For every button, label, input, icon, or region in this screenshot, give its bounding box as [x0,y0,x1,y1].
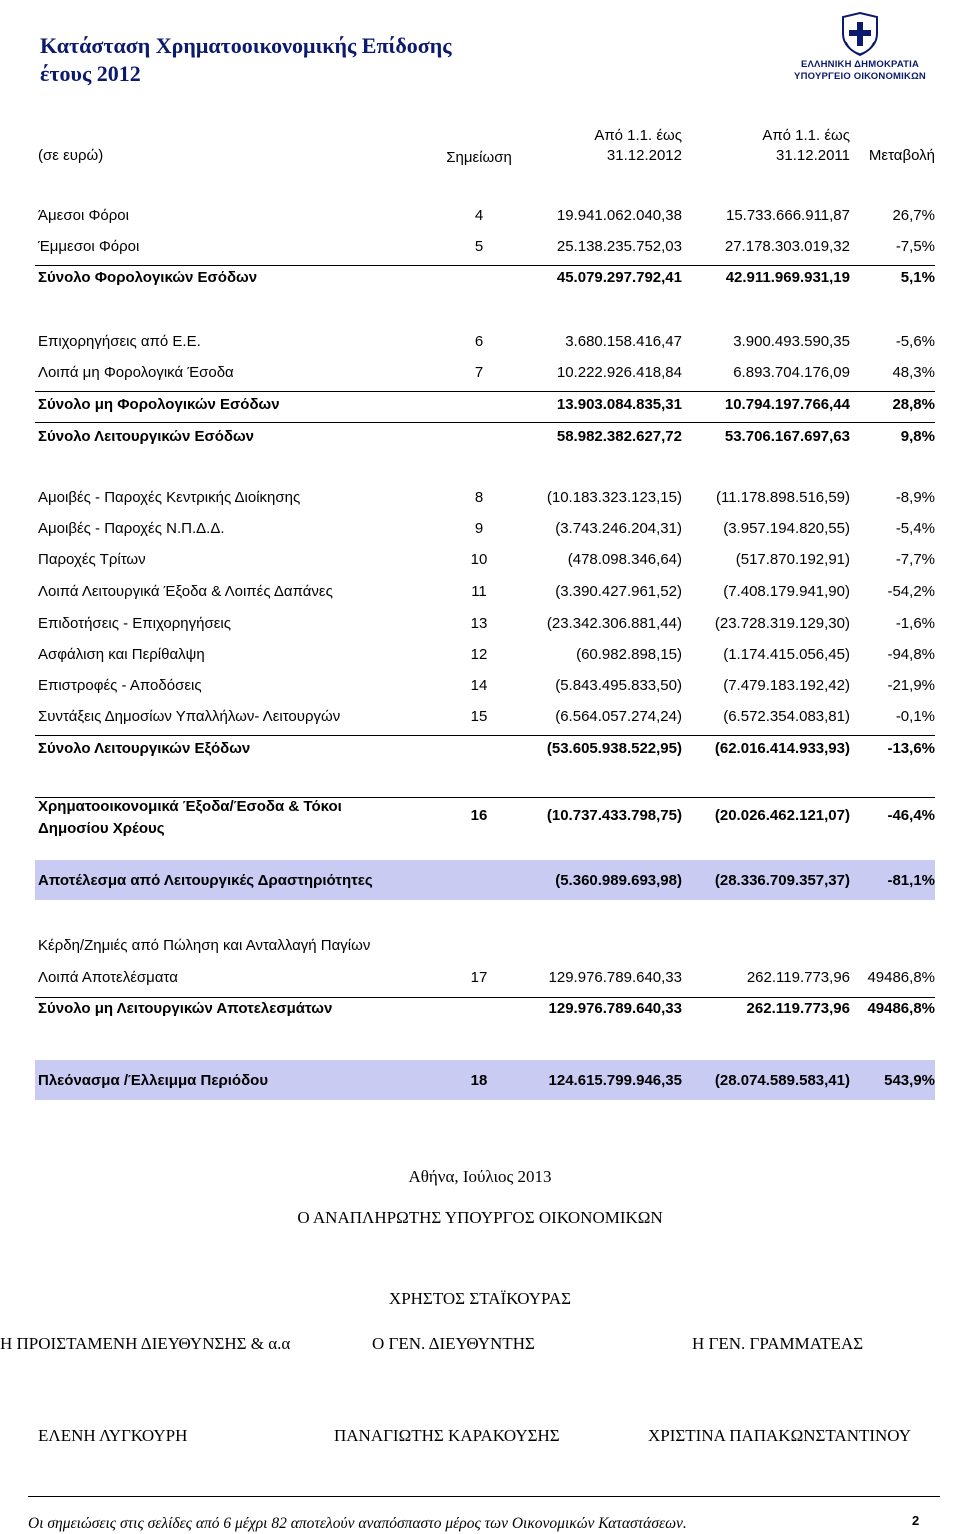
row-value-2011: (11.178.898.516,59) [716,489,850,506]
row-value-2011: (28.336.709.357,37) [714,872,850,889]
row-value-2011: 15.733.666.911,87 [725,207,850,224]
row-value-2011: 10.794.197.766,44 [724,396,850,413]
row-label: Έμμεσοι Φόροι [38,238,140,255]
page-title [40,32,452,88]
row-label: Αμοιβές - Παροχές Ν.Π.Δ.Δ. [38,520,225,537]
year-2011-header-line-1: Από 1.1. έως [762,127,850,144]
row-value-2012: (10.183.323.123,15) [546,489,682,506]
title-line-1: Κατάσταση Χρηματοοικονομικής Επίδοσης [40,33,452,58]
row-value-2011: (62.016.414.933,93) [714,740,850,757]
row-note: 4 [474,207,484,224]
signatory-role-3: Η ΓΕΝ. ΓΡΑΜΜΑΤΕΑΣ [692,1334,864,1353]
row-value-2012: (3.743.246.204,31) [555,520,682,537]
separator-line [35,422,935,423]
row-value-2011: 262.119.773,96 [746,969,850,986]
row-value-2012: (6.564.057.274,24) [555,708,682,725]
row-value-2011: 3.900.493.590,35 [733,333,850,350]
row-value-2011: 27.178.303.019,32 [724,238,850,255]
separator-line [35,997,935,998]
row-value-2011: 262.119.773,96 [746,1000,850,1017]
row-label: Σύνολο Λειτουργικών Εσόδων [38,428,255,445]
row-change: -7,5% [895,238,935,255]
row-value-2011: (28.074.589.583,41) [714,1072,850,1089]
row-label: Κέρδη/Ζημιές από Πώληση και Ανταλλαγή Παγίων [38,937,371,954]
row-change: 48,3% [892,364,935,381]
row-label: Σύνολο μη Λειτουργικών Αποτελεσμάτων [38,1000,333,1017]
row-label: Επιδοτήσεις - Επιχορηγήσεις [38,615,231,632]
place-date: Αθήνα, Ιούλιος 2013 [408,1167,552,1186]
row-value-2011: (23.728.319.129,30) [714,615,850,632]
logo-line-1: ΕΛΛΗΝΙΚΗ ΔΗΜΟΚΡΑΤΙΑ [800,59,920,70]
row-change: -46,4% [887,807,935,824]
row-value-2011: (3.957.194.820,55) [723,520,850,537]
page-number: 2 [912,1513,920,1528]
row-change: -5,4% [895,520,935,537]
row-value-2011: (20.026.462.121,07) [714,807,850,824]
row-value-2012: (478.098.346,64) [567,551,682,568]
row-change: 49486,8% [867,1000,935,1017]
row-value-2012: 10.222.926.418,84 [556,364,682,381]
row-value-2012: 129.976.789.640,33 [548,1000,682,1017]
row-value-2011: 6.893.704.176,09 [733,364,850,381]
row-value-2011: 42.911.969.931,19 [725,269,850,286]
row-note: 5 [474,238,484,255]
row-label: Επιστροφές - Αποδόσεις [38,677,202,694]
row-change: -54,2% [887,583,935,600]
row-change: -7,7% [895,551,935,568]
row-label: Παροχές Τρίτων [38,551,146,568]
row-value-2011: (6.572.354.083,81) [723,708,850,725]
row-value-2012: (60.982.898,15) [576,646,682,663]
separator-line [35,735,935,736]
row-value-2011: (1.174.415.056,45) [723,646,850,663]
row-label: Άμεσοι Φόροι [38,207,129,224]
row-change: -8,9% [895,489,935,506]
row-change: -5,6% [895,333,935,350]
year-2011-header-line-2: 31.12.2011 [776,147,850,164]
row-change: -81,1% [887,872,935,889]
row-label: Λοιπά μη Φορολογικά Έσοδα [38,364,234,381]
greek-coat-of-arms-icon [840,12,880,56]
row-label: Αποτέλεσμα από Λειτουργικές Δραστηριότητες [38,872,373,889]
row-label: Λοιπά Αποτελέσματα [38,969,178,986]
row-label-line-2: Δημοσίου Χρέους [38,820,165,837]
row-value-2012: 25.138.235.752,03 [556,238,682,255]
row-change: 543,9% [884,1072,935,1089]
row-value-2012: (10.737.433.798,75) [546,807,682,824]
year-2012-header-line-2: 31.12.2012 [606,147,682,164]
signatory-role-1: Η ΠΡΟΙΣΤΑΜΕΝΗ ΔΙΕΥΘΥΝΣΗΣ & α.α [0,1334,291,1353]
row-value-2012: (53.605.938.522,95) [546,740,682,757]
row-value-2012: 13.903.084.835,31 [556,396,682,413]
row-note: 11 [471,583,487,600]
row-label: Σύνολο Φορολογικών Εσόδων [38,269,258,286]
minister-title: Ο ΑΝΑΠΛΗΡΩΤΗΣ ΥΠΟΥΡΓΟΣ ΟΙΚΟΝΟΜΙΚΩΝ [297,1208,663,1227]
row-value-2012: (3.390.427.961,52) [555,583,682,600]
row-value-2011: (7.479.183.192,42) [723,677,850,694]
signatory-name-2: ΠΑΝΑΓΙΩΤΗΣ ΚΑΡΑΚΟΥΣΗΣ [334,1426,560,1445]
row-note: 9 [474,520,484,537]
row-note: 8 [474,489,484,506]
row-note: 15 [470,708,488,725]
row-value-2012: 19.941.062.040,38 [556,207,682,224]
row-note: 10 [470,551,488,568]
row-change: 49486,8% [867,969,935,986]
row-note: 14 [470,677,488,694]
change-header: Μεταβολή [868,147,935,164]
row-change: -21,9% [887,677,935,694]
row-change: 26,7% [892,207,935,224]
footer-note: Οι σημειώσεις στις σελίδες από 6 μέχρι 82 αποτελούν αναπόσπαστο μέρος των Οικονομικών Καταστάσεων. [28,1515,687,1532]
footer-divider [28,1496,940,1497]
row-label: Λοιπά Λειτουργικά Έξοδα & Λοιπές Δαπάνες [38,583,333,600]
row-change: -1,6% [895,615,935,632]
row-value-2011: 53.706.167.697,63 [724,428,850,445]
row-note: 16 [470,807,488,824]
row-label: Επιχορηγήσεις από Ε.Ε. [38,333,201,350]
row-change: 9,8% [900,428,935,445]
row-value-2011: (517.870.192,91) [735,551,850,568]
row-label-line-1: Χρηματοοικονομικά Έξοδα/Έσοδα & Τόκοι [38,798,342,815]
title-line-2: έτους 2012 [40,61,141,86]
row-change: 5,1% [900,269,935,286]
note-header: Σημείωση [446,149,512,166]
row-change: -13,6% [887,740,935,757]
separator-line [35,391,935,392]
row-value-2012: 129.976.789.640,33 [548,969,682,986]
row-change: -0,1% [895,708,935,725]
row-value-2012: 45.079.297.792,41 [556,269,682,286]
row-value-2012: 124.615.799.946,35 [548,1072,682,1089]
row-value-2012: (5.360.989.693,98) [555,872,682,889]
row-label: Σύνολο Λειτουργικών Εξόδων [38,740,251,757]
signatory-role-2: Ο ΓΕΝ. ΔΙΕΥΘΥΝΤΗΣ [372,1334,535,1353]
year-2012-header-line-1: Από 1.1. έως [594,127,682,144]
row-label: Αμοιβές - Παροχές Κεντρικής Διοίκησης [38,489,301,506]
row-change: -94,8% [887,646,935,663]
logo-line-2: ΥΠΟΥΡΓΕΙΟ ΟΙΚΟΝΟΜΙΚΩΝ [794,71,926,82]
row-note: 6 [474,333,484,350]
signatory-name-3: ΧΡΙΣΤΙΝΑ ΠΑΠΑΚΩΝΣΤΑΝΤΙΝΟΥ [648,1426,911,1445]
row-value-2012: (5.843.495.833,50) [555,677,682,694]
currency-header: (σε ευρώ) [38,147,104,164]
minister-name: ΧΡΗΣΤΟΣ ΣΤΑΪΚΟΥΡΑΣ [388,1289,572,1308]
row-value-2012: 3.680.158.416,47 [565,333,682,350]
row-note: 17 [470,969,488,986]
row-note: 18 [470,1072,488,1089]
row-note: 12 [470,646,488,663]
row-change: 28,8% [892,396,935,413]
row-note: 13 [470,615,488,632]
row-label: Πλεόνασμα /Έλλειμμα Περιόδου [38,1072,269,1089]
separator-line [35,265,935,266]
row-note: 7 [474,364,484,381]
row-value-2012: 58.982.382.627,72 [556,428,682,445]
row-value-2012: (23.342.306.881,44) [546,615,682,632]
row-label: Ασφάλιση και Περίθαλψη [38,646,205,663]
signatory-name-1: ΕΛΕΝΗ ΛΥΓΚΟΥΡΗ [38,1426,188,1445]
row-label: Σύνολο μη Φορολογικών Εσόδων [38,396,280,413]
row-label: Συντάξεις Δημοσίων Υπαλλήλων- Λειτουργών [38,708,341,725]
row-value-2011: (7.408.179.941,90) [723,583,850,600]
ministry-logo [790,12,930,82]
